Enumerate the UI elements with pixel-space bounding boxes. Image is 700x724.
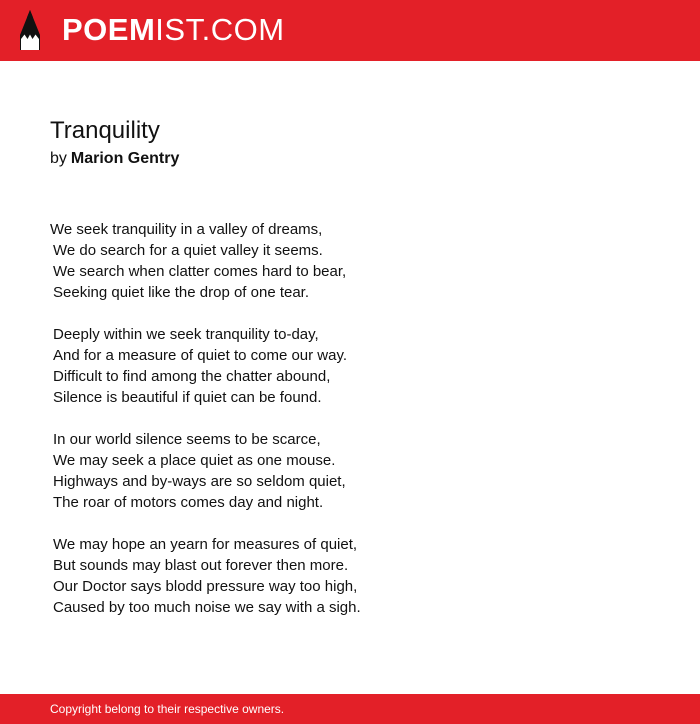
copyright-text: Copyright belong to their respective owners. — [50, 702, 285, 716]
stanza — [50, 534, 361, 618]
stanza — [50, 429, 361, 513]
by-label: by — [50, 150, 67, 167]
stanza — [50, 219, 361, 303]
poem-title: Tranquility — [50, 117, 160, 144]
poem-line: The roar of motors comes day and night. — [53, 494, 324, 511]
poem-line: We may seek a place quiet as one mouse. — [53, 452, 336, 469]
author-name: Marion Gentry — [70, 150, 180, 167]
poem-line: Silence is beautiful if quiet can be found. — [53, 389, 322, 406]
site-logo-link[interactable] — [62, 12, 285, 48]
stanza — [50, 324, 361, 408]
poem-line: Highways and by-ways are so seldom quiet, — [53, 473, 346, 490]
poem-line: We do search for a quiet valley it seems. — [53, 242, 323, 259]
byline — [50, 148, 179, 170]
poem-line: Seeking quiet like the drop of one tear. — [53, 284, 310, 301]
poem-line: We seek tranquility in a valley of dreams, — [50, 221, 323, 238]
poem-line: Difficult to find among the chatter abound, — [53, 368, 331, 385]
site-footer — [0, 694, 700, 724]
poem-line: Our Doctor says blodd pressure way too high, — [53, 578, 358, 595]
poem-line: We search when clatter comes hard to bear, — [53, 263, 347, 280]
poem-body — [50, 219, 361, 639]
site-header — [0, 0, 700, 61]
brand-name-light: IST.COM — [155, 12, 285, 47]
poem-line: But sounds may blast out forever then more. — [53, 557, 349, 574]
brand-name-bold: POEM — [62, 12, 156, 47]
poem-line: And for a measure of quiet to come our way. — [53, 347, 348, 364]
poem-line: Deeply within we seek tranquility to-day, — [53, 326, 319, 343]
poem-line: In our world silence seems to be scarce, — [53, 431, 321, 448]
poem-line: We may hope an yearn for measures of quiet, — [53, 536, 358, 553]
poem-line: Caused by too much noise we say with a sigh. — [53, 599, 361, 616]
